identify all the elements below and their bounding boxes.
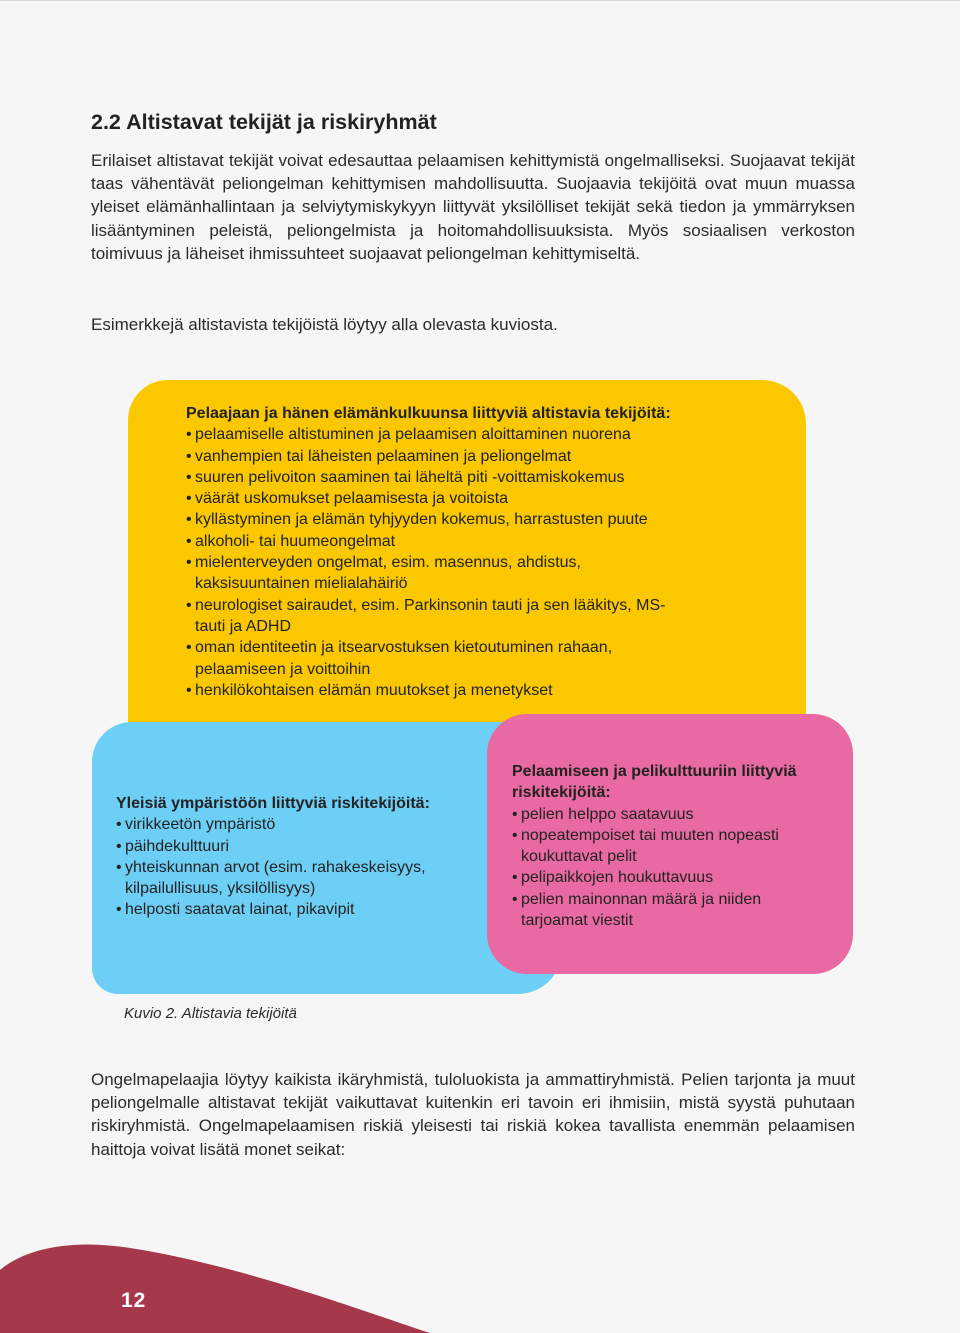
list-item: • pelien mainonnan määrä ja niiden tarjoamat viestit [512,889,811,932]
list-item: • henkilökohtaisen elämän muutokset ja menetykset [186,680,796,701]
section-title: 2.2 Altistavat tekijät ja riskiryhmät [91,110,437,134]
gaming-culture-factors-box [487,714,853,974]
list-item: • päihdekulttuuri [116,836,536,857]
risk-groups-paragraph: Ongelmapelaajia löytyy kaikista ikäryhmistä, tuloluokista ja ammattiryhmistä. Pelien tarjonta ja muut peliongelmalle altistavat tekijät vaikuttavat kuitenkin eri tavoin eri ihmisiin, mistä syystä puhutaan riskiryhmistä. Ongelmapelaamisen riskiä yleisesti tai riskiä kokea tavallista enemmän pelaamisen haittoja voivat lisätä monet seikat: [91,1070,855,1159]
list-item: • neurologiset sairaudet, esim. Parkinsonin tauti ja sen lääkitys, MS-tauti ja ADHD [186,595,685,638]
personal-factors-list [186,424,796,701]
personal-factors-heading: Pelaajaan ja hänen elämänkulkuunsa liittyviä altistavia tekijöitä: [186,405,671,422]
figure-caption: Kuvio 2. Altistavia tekijöitä [124,1005,297,1022]
environment-factors-heading: Yleisiä ympäristöön liittyviä riskitekijöitä: [116,795,430,812]
list-item: • pelipaikkojen houkuttavuus [512,867,842,888]
list-item: • virikkeetön ympäristö [116,814,536,835]
list-item: • mielenterveyden ongelmat, esim. masennus, ahdistus, kaksisuuntainen mielialahäiriö [186,552,635,595]
page-top-border [0,0,960,1]
footer-shape [0,1240,960,1333]
gaming-culture-factors-heading: Pelaamiseen ja pelikulttuuriin liittyviä riskitekijöitä: [512,763,797,802]
list-item: • pelien helppo saatavuus [512,804,842,825]
list-item: • kyllästyminen ja elämän tyhjyyden kokemus, harrastusten puute [186,509,796,530]
list-item: • alkoholi- tai huumeongelmat [186,531,796,552]
list-item: • oman identiteetin ja itsearvostuksen kietoutuminen rahaan, pelaamiseen ja voittoihin [186,637,675,680]
personal-factors-box [128,380,806,742]
list-item: • helposti saatavat lainat, pikavipit [116,899,536,920]
list-item: • vanhempien tai läheisten pelaaminen ja peliongelmat [186,446,796,467]
environment-factors-list [116,814,536,920]
list-item: • suuren pelivoiton saaminen tai läheltä piti -voittamiskokemus [186,467,796,488]
list-item: • pelaamiselle altistuminen ja pelaamisen aloittaminen nuorena [186,424,796,445]
footer-wave-shape [0,1244,430,1333]
gaming-culture-factors-list [512,804,842,932]
list-item: • väärät uskomukset pelaamisesta ja voitoista [186,488,796,509]
figure-intro-paragraph: Esimerkkejä altistavista tekijöistä löytyy alla olevasta kuviosta. [91,315,558,334]
intro-paragraph: Erilaiset altistavat tekijät voivat edesauttaa pelaamisen kehittymistä ongelmalliseksi. Suojaavat tekijät taas vähentävät peliongelman kehittymisen mahdollisuutta. Suojaavia tekijöitä ovat muun muassa yleiset elämänhallintaan ja selviytymiskykyyn liittyvät yksilölliset tekijät sekä tiedon ja ymmärryksen lisääntyminen peleistä, peliongelmista ja hoitomahdollisuuksista. Myös sosiaalisen verkoston toimivuus ja läheiset ihmissuhteet suojaavat peliongelman kehittymiseltä. [91,151,855,263]
page-number: 12 [121,1289,147,1312]
list-item: • nopeatempoiset tai muuten nopeasti koukuttavat pelit [512,825,821,868]
list-item: • yhteiskunnan arvot (esim. rahakeskeisyys, kilpailullisuus, yksilöllisyys) [116,857,475,900]
